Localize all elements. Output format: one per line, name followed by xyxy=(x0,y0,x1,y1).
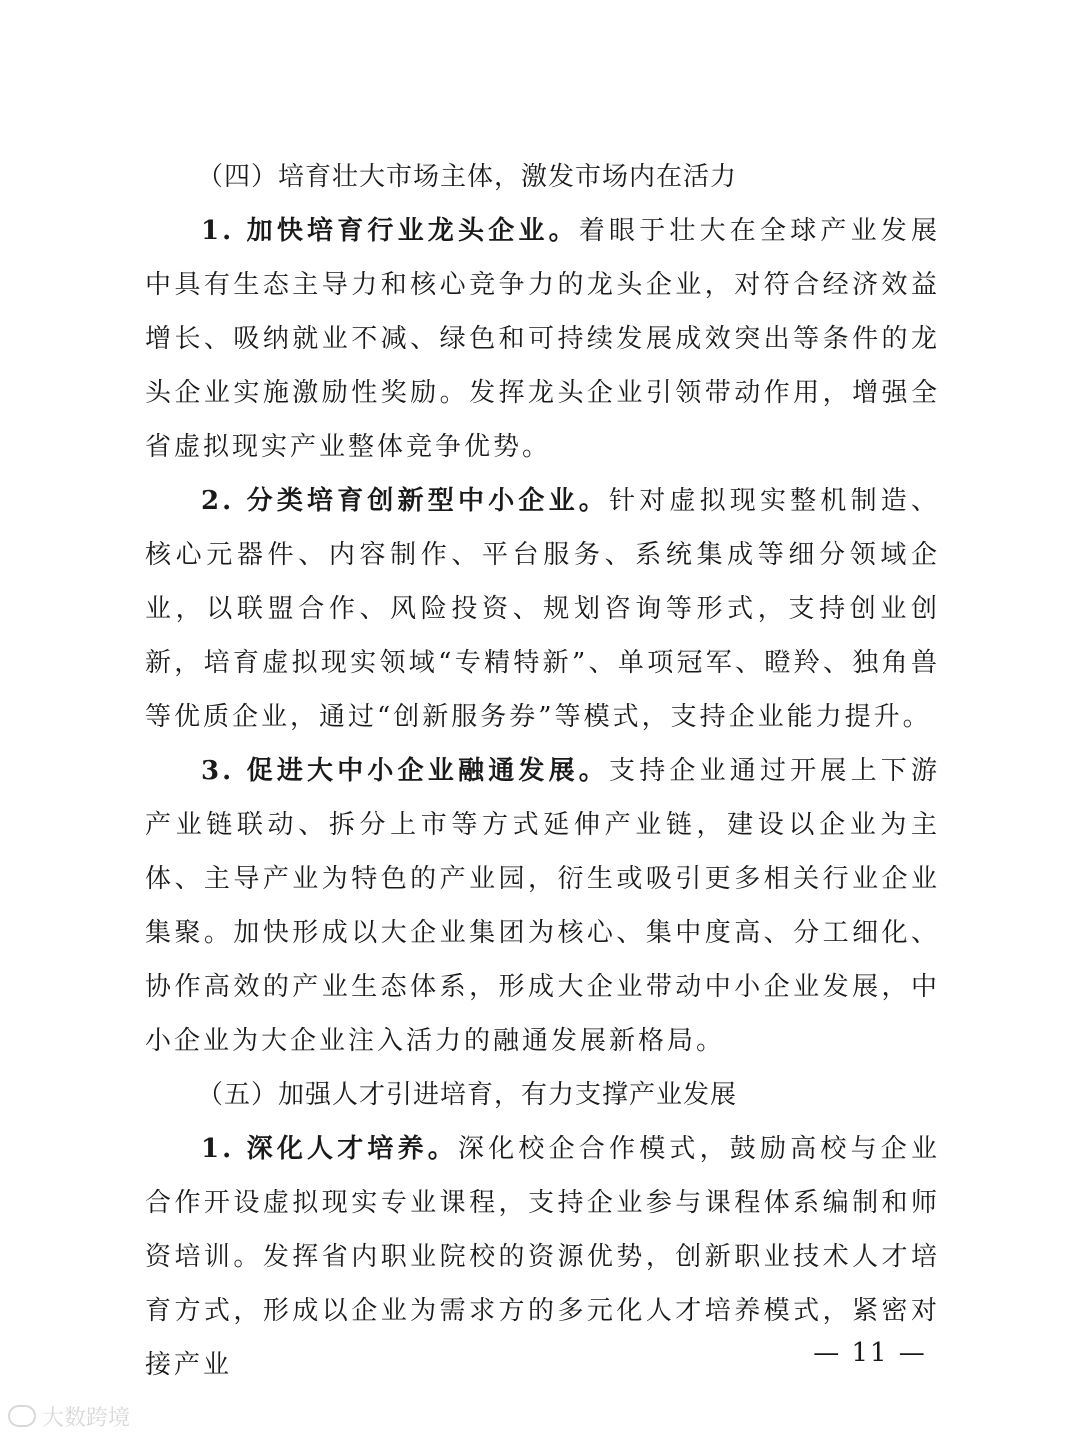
watermark xyxy=(8,1400,130,1432)
paragraph-number: 2. xyxy=(201,486,235,516)
paragraph-4-2 xyxy=(145,474,940,744)
paragraph-4-3 xyxy=(145,744,940,1068)
paragraph-4-1 xyxy=(145,204,940,474)
paragraph-lead: 促进大中小企业融通发展。 xyxy=(246,756,609,786)
page-number: — 11 — xyxy=(813,1338,927,1368)
paragraph-number: 3. xyxy=(201,756,235,786)
section-heading-4: （四）培育壮大市场主体，激发市场内在活力 xyxy=(197,162,738,192)
watermark-text: 大数跨境 xyxy=(42,1405,131,1431)
paragraph-number: 1. xyxy=(201,1134,235,1164)
paragraph-lead: 加快培育行业龙头企业。 xyxy=(246,216,579,246)
paragraph-lead: 分类培育创新型中小企业。 xyxy=(246,486,609,516)
paragraph-body: 支持企业通过开展上下游产业链联动、拆分上市等方式延伸产业链，建设以企业为主体、主导产业为特色的产业园，衍生或吸引更多相关行业企业集聚。加快形成以大企业集团为核心、集中度高、分工细化、协作高效的产业生态体系，形成大企业带动中小企业发展，中小企业为大企业注入活力的融通发展新格局。 xyxy=(145,756,940,1056)
paragraph-body: 针对虚拟现实整机制造、核心元器件、内容制作、平台服务、系统集成等细分领域企业，以联盟合作、风险投资、规划咨询等形式，支持创业创新，培育虚拟现实领域“专精特新”、单项冠军、瞪羚、独角兽等优质企业，通过“创新服务券”等模式，支持企业能力提升。 xyxy=(145,486,940,732)
paragraph-body: 着眼于壮大在全球产业发展中具有生态主导力和核心竞争力的龙头企业，对符合经济效益增长、吸纳就业不减、绿色和可持续发展成效突出等条件的龙头企业实施激励性奖励。发挥龙头企业引领带动作用，增强全省虚拟现实产业整体竞争优势。 xyxy=(145,216,940,462)
document-page xyxy=(145,150,940,1392)
brand-logo-icon xyxy=(8,1405,36,1427)
paragraph-number: 1. xyxy=(201,216,235,246)
section-heading-5: （五）加强人才引进培育，有力支撑产业发展 xyxy=(197,1080,738,1110)
paragraph-lead: 深化人才培养。 xyxy=(246,1134,459,1164)
paragraph-body: 深化校企合作模式，鼓励高校与企业合作开设虚拟现实专业课程，支持企业参与课程体系编制和师资培训。发挥省内职业院校的资源优势，创新职业技术人才培育方式，形成以企业为需求方的多元化人才培养模式，紧密对接产业 xyxy=(145,1134,940,1380)
